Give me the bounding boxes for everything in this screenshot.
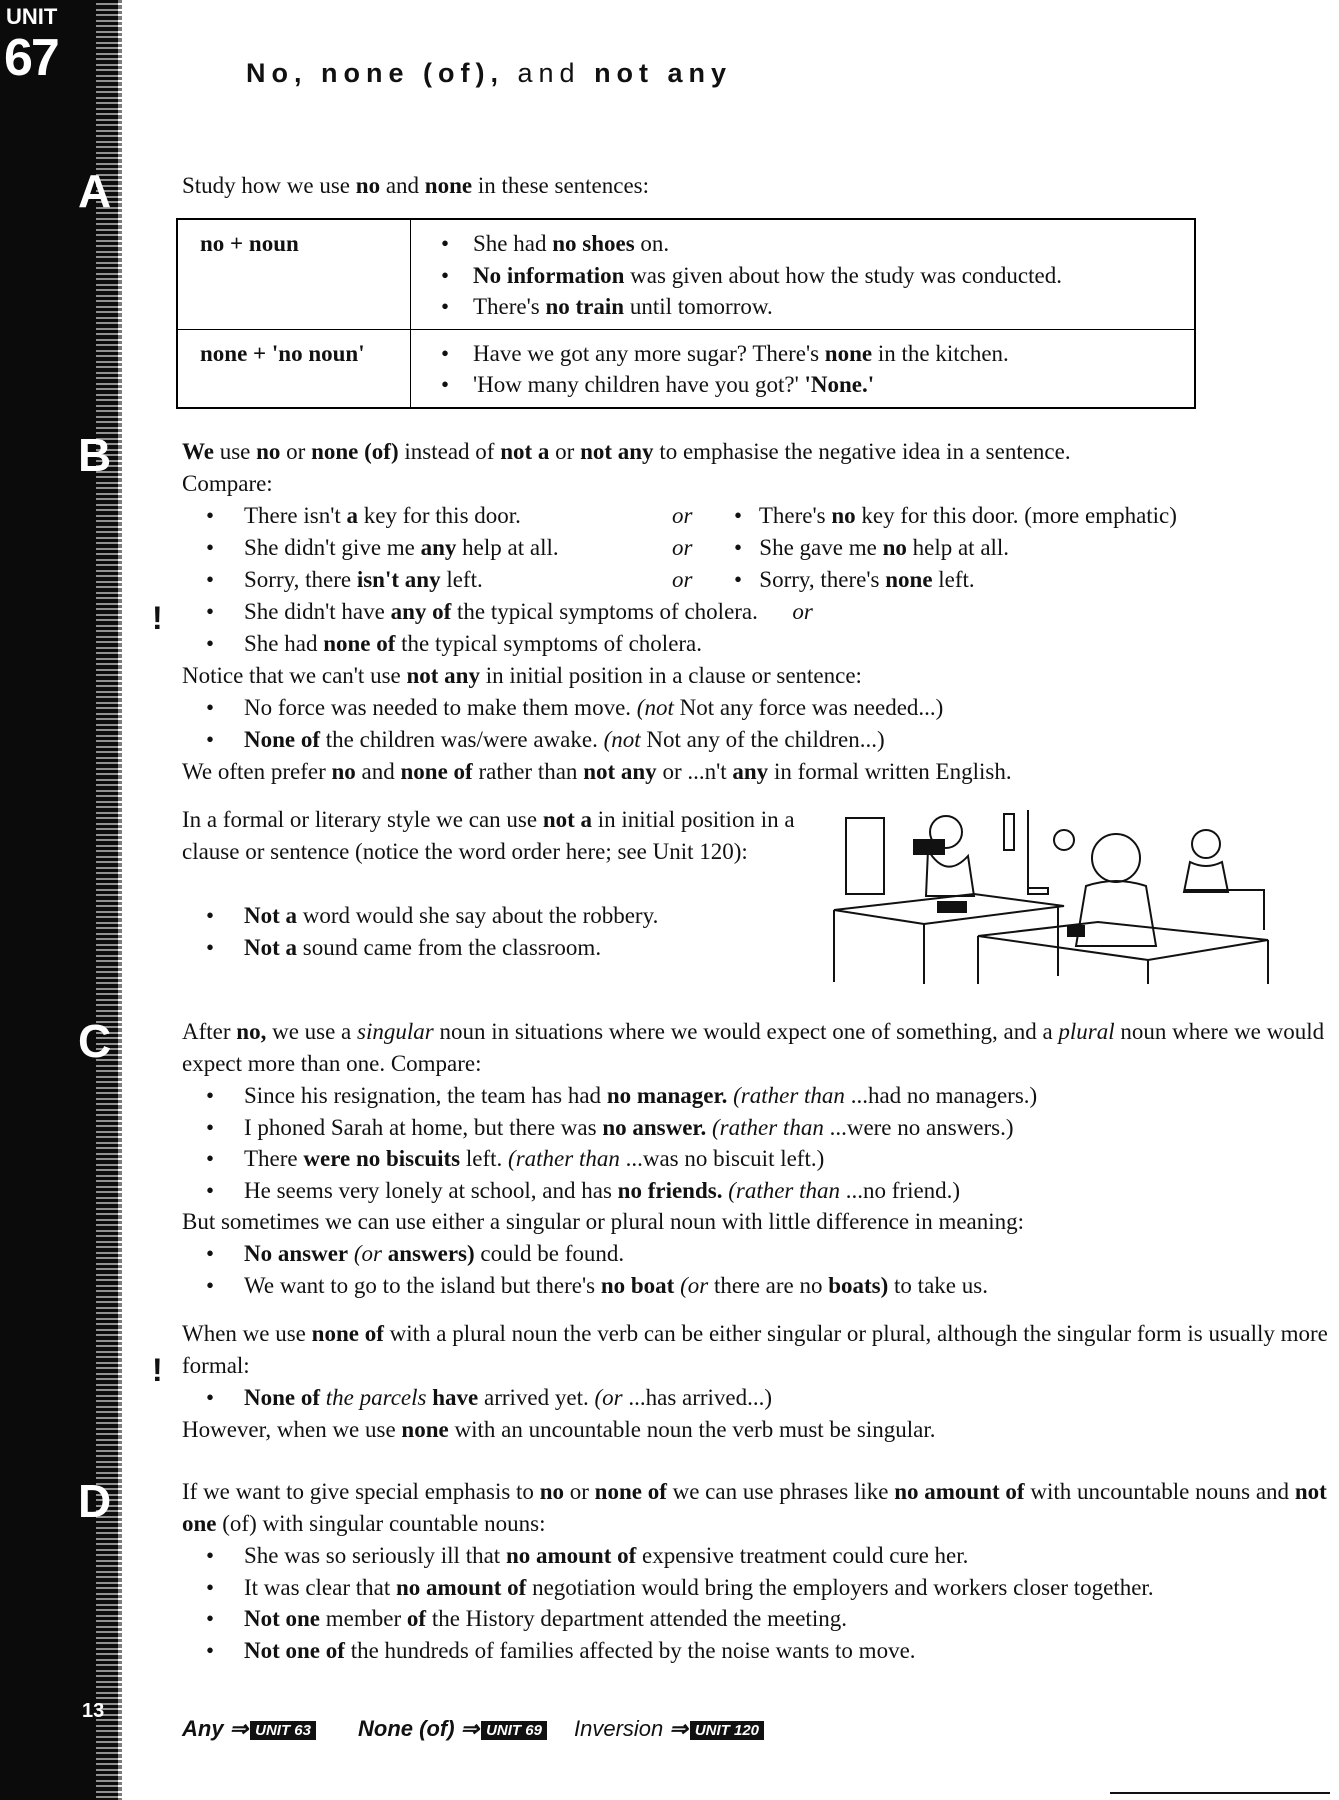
list-item: • Not a word would she say about the robbery. bbox=[206, 900, 658, 932]
list-item: • No answer (or answers) could be found. bbox=[206, 1238, 988, 1270]
row-examples bbox=[411, 219, 1196, 329]
list-item: • He seems very lonely at school, and has no friends. (rather than ...no friend.) bbox=[206, 1175, 1037, 1207]
crossref-label: Any bbox=[182, 1716, 224, 1741]
paragraph: Notice that we can't use not any in initial position in a clause or sentence: bbox=[182, 663, 862, 688]
list-item: • 'How many children have you got?' 'None.' bbox=[433, 369, 1184, 401]
page-number: 13 bbox=[82, 1700, 105, 1722]
example-list bbox=[206, 692, 943, 755]
paragraph: In a formal or literary style we can use not a in initial position in a clause or sentence (notice the word order here; see Unit 120): bbox=[182, 807, 795, 864]
title-part-3: not any bbox=[594, 58, 733, 88]
section-marker-c: C bbox=[78, 1015, 112, 1067]
section-marker-b: B bbox=[78, 429, 112, 481]
example-list bbox=[206, 900, 658, 963]
list-item: • There's no train until tomorrow. bbox=[433, 291, 1184, 323]
unit-badge: UNIT 69 bbox=[481, 1721, 547, 1740]
crossref-label: None (of) bbox=[358, 1716, 455, 1741]
paragraph: If we want to give special emphasis to no or none of we can use phrases like no amount of with uncountable nouns and not one (of) with singular countable nouns: bbox=[182, 1479, 1327, 1536]
title-part-2: and bbox=[517, 58, 581, 88]
crossref-none-of[interactable]: None (of) ⇒ UNIT 69 bbox=[358, 1716, 547, 1742]
usage-table bbox=[176, 218, 1196, 409]
unit-sidebar bbox=[0, 0, 118, 1800]
list-item: • Have we got any more sugar? There's none in the kitchen. bbox=[433, 338, 1184, 370]
unit-label: UNIT bbox=[6, 4, 58, 29]
example-list bbox=[206, 1238, 988, 1301]
paragraph: We often prefer no and none of rather than not any or ...n't any in formal written English. bbox=[182, 759, 1012, 784]
list-item: • She was so seriously ill that no amount of expensive treatment could cure her. bbox=[206, 1540, 1236, 1572]
list-item: • It was clear that no amount of negotiation would bring the employers and workers closer together. bbox=[206, 1572, 1236, 1604]
crossref-any[interactable]: Any ⇒ UNIT 63 bbox=[182, 1716, 316, 1742]
paragraph: However, when we use none with an uncountable noun the verb must be singular. bbox=[182, 1417, 936, 1442]
row-label: no + noun bbox=[177, 219, 411, 329]
list-item: • Not one of the hundreds of families affected by the noise wants to move. bbox=[206, 1635, 1236, 1667]
example-list bbox=[206, 1080, 1037, 1206]
list-item: • None of the children was/were awake. (not Not any of the children...) bbox=[206, 724, 943, 756]
list-item: • None of the parcels have arrived yet. (or ...has arrived...) bbox=[206, 1382, 772, 1414]
or-label: or bbox=[672, 567, 693, 592]
unit-badge: UNIT 63 bbox=[250, 1721, 316, 1740]
exclamation-icon: ! bbox=[152, 600, 163, 636]
or-label: or bbox=[672, 535, 693, 560]
unit-badge: UNIT 120 bbox=[690, 1721, 764, 1740]
paragraph: After no, we use a singular noun in situations where we would expect one of something, and a plural noun where we would expect more than one. Compare: bbox=[182, 1019, 1325, 1076]
paragraph: We use no or none (of) instead of not a or not any to emphasise the negative idea in a sentence. Compare: bbox=[182, 439, 1071, 496]
list-item: • No information was given about how the study was conducted. bbox=[433, 260, 1184, 292]
list-item: • I phoned Sarah at home, but there was no answer. (rather than ...were no answers.) bbox=[206, 1112, 1037, 1144]
title-part-1: No, none (of), bbox=[246, 58, 504, 88]
row-examples bbox=[411, 329, 1196, 408]
crossref-inversion[interactable]: Inversion ⇒ UNIT 120 bbox=[574, 1716, 764, 1742]
or-label: or bbox=[672, 503, 693, 528]
list-item: • No force was needed to make them move. (not Not any force was needed...) bbox=[206, 692, 943, 724]
table-row bbox=[177, 329, 1195, 408]
classroom-illustration bbox=[828, 806, 1276, 984]
list-item: • Since his resignation, the team has had no manager. (rather than ...had no managers.) bbox=[206, 1080, 1037, 1112]
paragraph: But sometimes we can use either a singular or plural noun with little difference in meaning: bbox=[182, 1209, 1025, 1234]
paragraph: When we use none of with a plural noun the verb can be either singular or plural, although the singular form is usually more formal: bbox=[182, 1321, 1328, 1378]
example-list bbox=[206, 1382, 772, 1414]
page-title bbox=[246, 58, 732, 89]
table-row bbox=[177, 219, 1195, 329]
list-item: • Not a sound came from the classroom. bbox=[206, 932, 658, 964]
section-marker-a: A bbox=[78, 165, 112, 217]
exclamation-icon: ! bbox=[152, 1352, 163, 1388]
list-item: • She had no shoes on. bbox=[433, 228, 1184, 260]
list-item: • Not one member of the History department attended the meeting. bbox=[206, 1603, 1236, 1635]
section-marker-d: D bbox=[78, 1475, 112, 1527]
unit-number: 67 bbox=[4, 29, 58, 87]
sidebar-texture bbox=[96, 0, 122, 1800]
row-label: none + 'no noun' bbox=[177, 329, 411, 408]
crossref-label: Inversion bbox=[574, 1716, 664, 1741]
intro-text: Study how we use no and none in these sentences: bbox=[182, 173, 650, 198]
footer-rule bbox=[1110, 1792, 1330, 1794]
list-item: • There were no biscuits left. (rather than ...was no biscuit left.) bbox=[206, 1143, 1037, 1175]
example-list bbox=[206, 1540, 1236, 1666]
list-item: • We want to go to the island but there's no boat (or there are no boats) to take us. bbox=[206, 1270, 988, 1302]
